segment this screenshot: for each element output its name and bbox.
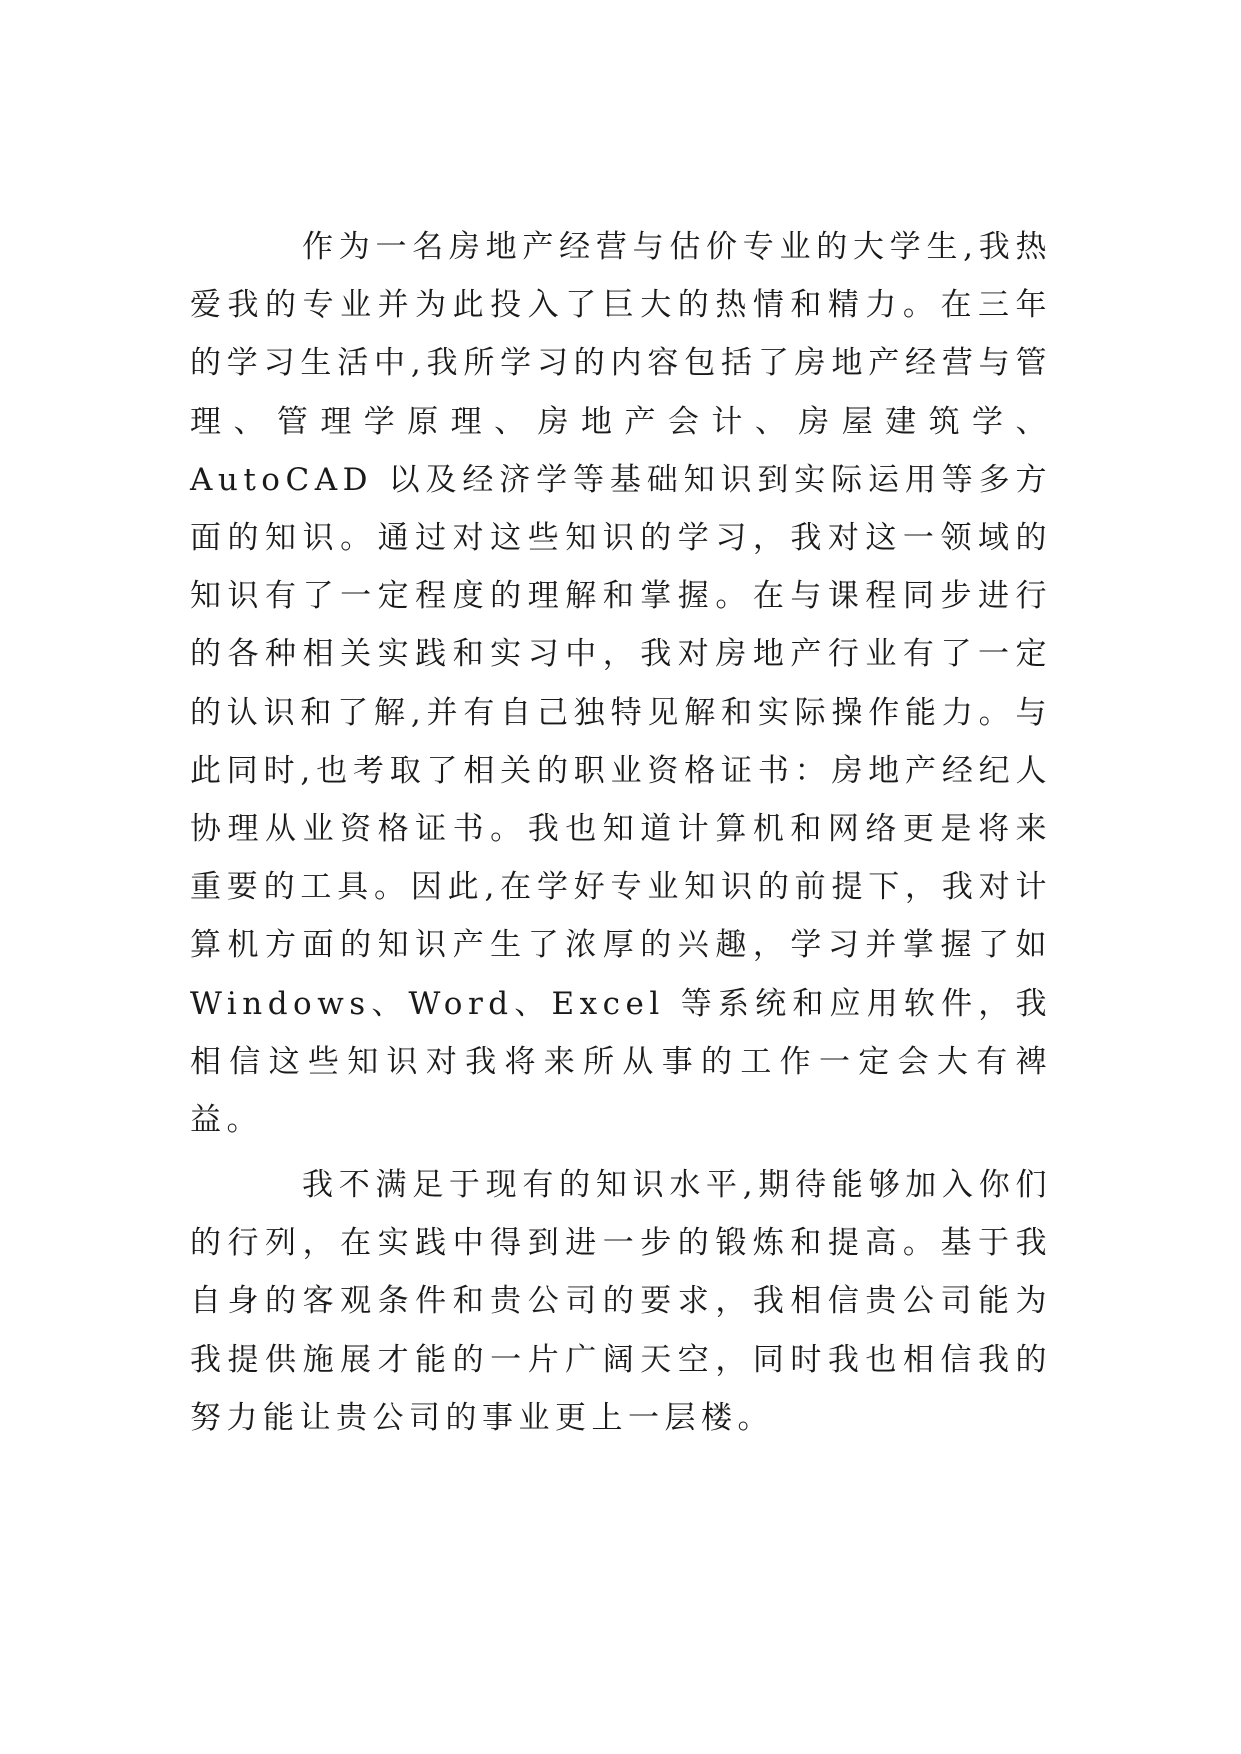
body-paragraph-education: 作为一名房地产经营与估价专业的大学生,我热爱我的专业并为此投入了巨大的热情和精力。在三年的学习生活中,我所学习的内容包括了房地产经营与管理、管理学原理、房地产会计、房屋建筑学、AutoCAD 以及经济学等基础知识到实际运用等多方面的知识。通过对这些知识的学习，我对这一领域的知识有了一定程度的理解和掌握。在与课程同步进行的各种相关实践和实习中，我对房地产行业有了一定的认识和了解,并有自己独特见解和实际操作能力。与此同时,也考取了相关的职业资格证书：房地产经纪人协理从业资格证书。我也知道计算机和网络更是将来重要的工具。因此,在学好专业知识的前提下，我对计算机方面的知识产生了浓厚的兴趣，学习并掌握了如 Windows、Word、Excel 等系统和应用软件，我相信这些知识对我将来所从事的工作一定会大有裨益。 (190, 229, 1052, 1139)
body-paragraph-aspiration: 我不满足于现有的知识水平,期待能够加入你们的行列，在实践中得到进一步的锻炼和提高。基于我自身的客观条件和贵公司的要求，我相信贵公司能为我提供施展才能的一片广阔天空，同时我也相信我的努力能让贵公司的事业更上一层楼。 (190, 1167, 1052, 1436)
